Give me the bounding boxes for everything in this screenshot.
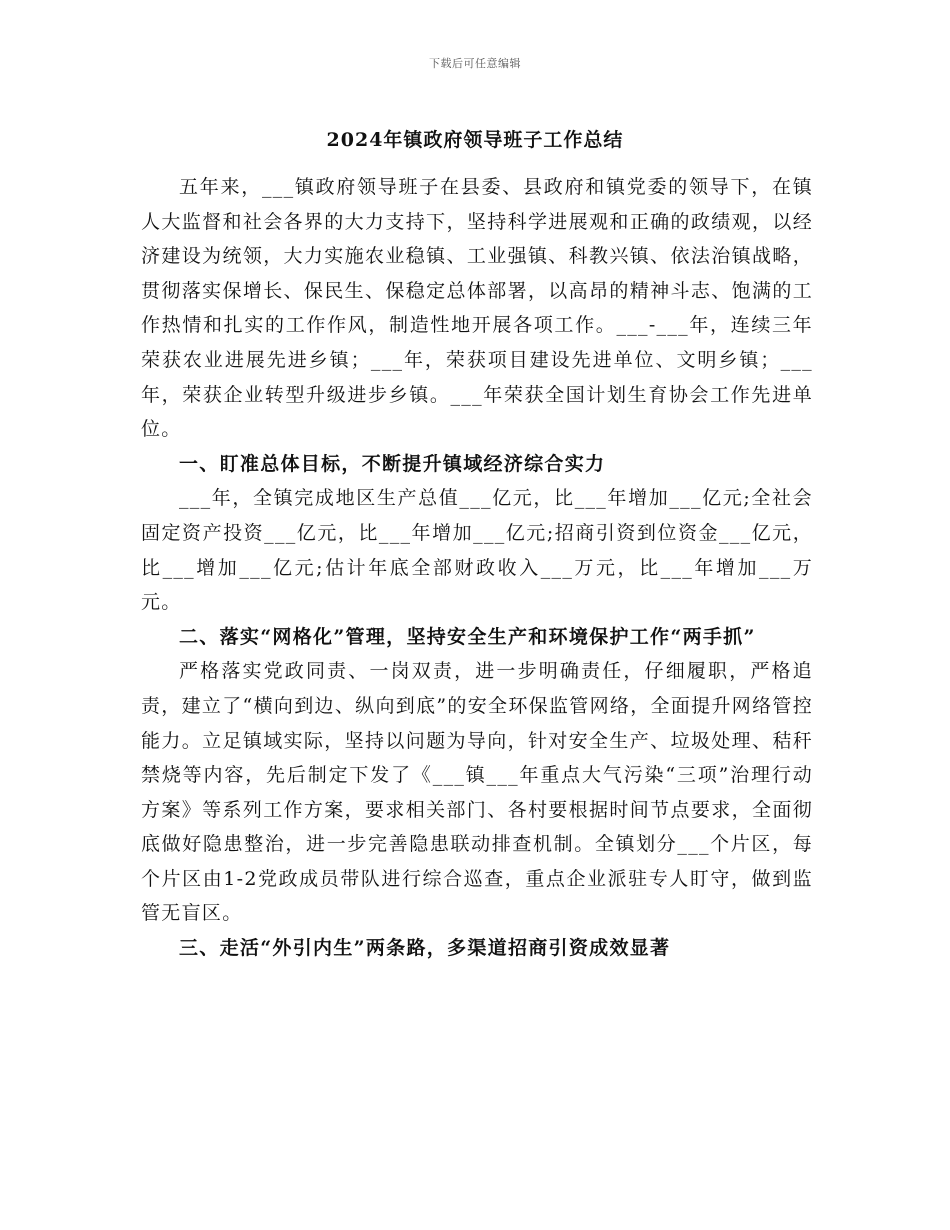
paragraph-intro: 五年来，___镇政府领导班子在县委、县政府和镇党委的领导下，在镇人大监督和社会各界的大力支持下，坚持科学进展观和正确的政绩观，以经济建设为统领，大力实施农业稳镇、工业强镇、科教兴镇、依法治镇战略，贯彻落实保增长、保民生、保稳定总体部署，以高昂的精神斗志、饱满的工作热情和扎实的工作作风，制造性地开展各项工作。___-___年，连续三年荣获农业进展先进乡镇；___年，荣获项目建设先进单位、文明乡镇；___年，荣获企业转型升级进步乡镇。___年荣获全国计划生育协会工作先进单位。: [141, 176, 813, 441]
section-heading-2: 二、落实“网格化”管理，坚持安全生产和环境保护工作“两手抓”: [179, 625, 756, 648]
section-heading-3: 三、走活“外引内生”两条路，多渠道招商引资成效显著: [179, 937, 671, 960]
document-title: 2024年镇政府领导班子工作总结: [326, 129, 624, 151]
document-body: [141, 170, 813, 966]
section-heading-1: 一、盯准总体目标，不断提升镇域经济综合实力: [179, 452, 606, 475]
header-note: 下载后可任意编辑: [429, 57, 521, 70]
paragraph-economy: ___年，全镇完成地区生产总值___亿元，比___年增加___亿元;全社会固定资产投资___亿元，比___年增加___亿元;招商引资到位资金___亿元，比___增加___亿元;估计年底全部财政收入___万元，比___年增加___万元。: [141, 487, 813, 614]
paragraph-safety: 严格落实党政同责、一岗双责，进一步明确责任，仔细履职，严格追责，建立了“横向到边、纵向到底”的安全环保监管网络，全面提升网络管控能力。立足镇域实际，坚持以问题为导向，针对安全生产、垃圾处理、秸秆禁烧等内容，先后制定下发了《___镇___年重点大气污染“三项”治理行动方案》等系列工作方案，要求相关部门、各村要根据时间节点要求，全面彻底做好隐患整治，进一步完善隐患联动排查机制。全镇划分___个片区，每个片区由1-2党政成员带队进行综合巡查，重点企业派驻专人盯守，做到监管无盲区。: [141, 660, 813, 925]
